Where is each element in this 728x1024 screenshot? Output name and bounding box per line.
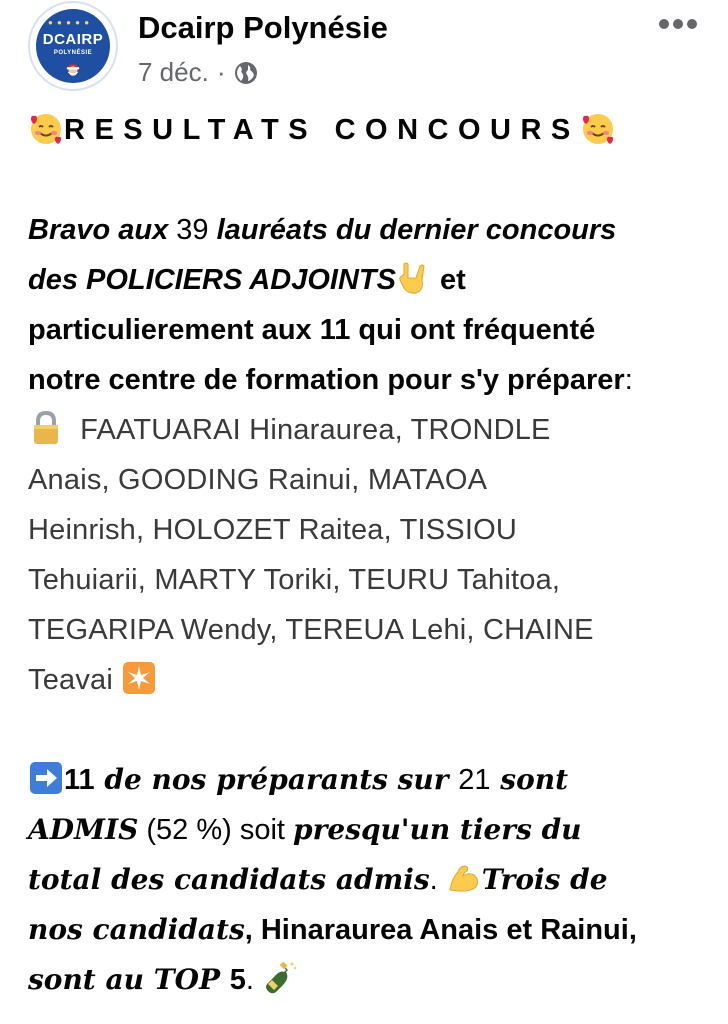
paragraph-line <box>28 205 708 255</box>
title-line <box>28 105 708 155</box>
text-span: 5 <box>229 964 246 996</box>
names-line <box>28 455 708 505</box>
text-span: 39 <box>176 214 209 246</box>
text-span: . <box>245 964 254 996</box>
santa-icon <box>64 60 82 78</box>
text-span: ADMIS <box>28 813 139 846</box>
laureate-names: Heinrish, HOLOZET Raitea, TISSIOU <box>28 514 518 546</box>
text-span: . <box>429 864 446 896</box>
paragraph-line <box>28 905 708 955</box>
smiling-face-hearts-icon <box>580 110 616 146</box>
post-title: RESULTATS CONCOURS <box>64 114 580 146</box>
names-line <box>28 405 708 455</box>
paragraph-line <box>28 355 708 405</box>
text-span: Trois de <box>481 863 608 896</box>
text-span: (52 %) soit <box>138 814 294 846</box>
smiling-face-hearts-icon <box>28 110 64 146</box>
paragraph-line <box>28 305 708 355</box>
love-you-hand-icon <box>396 260 432 296</box>
text-span: notre centre de formation pour s'y préparer <box>28 364 625 396</box>
post-date[interactable]: 7 déc. <box>138 57 209 87</box>
more-dots-icon[interactable] <box>658 18 698 30</box>
names-line <box>28 655 708 705</box>
laureate-names: Tehuiarii, MARTY Toriki, TEURU Tahitoa, <box>28 564 561 596</box>
text-span: : <box>624 364 633 396</box>
names-line <box>28 555 708 605</box>
text-span: et <box>431 264 466 296</box>
text-span: Bravo aux <box>28 214 177 246</box>
paragraph-line <box>28 855 708 905</box>
text-span: des POLICIERS ADJOINTS <box>28 264 396 296</box>
text-span: 11 <box>64 764 95 796</box>
text-span: particulierement aux 11 qui ont fréquenté <box>28 314 596 346</box>
page-avatar[interactable] <box>28 1 118 91</box>
post-meta <box>138 57 258 88</box>
right-arrow-icon <box>28 760 64 796</box>
christmas-lights-icon: ● ● ● ● ● <box>48 18 91 27</box>
laureate-names: FAATUARAI Hinaraurea, TRONDLE <box>80 414 551 446</box>
text-span: sont <box>490 763 569 796</box>
paragraph-line <box>28 805 708 855</box>
sparkle-icon <box>121 660 157 696</box>
meta-separator: · <box>216 57 226 87</box>
page-name-link[interactable]: Dcairp Polynésie <box>138 10 388 45</box>
paragraph-line <box>28 955 708 1005</box>
laureate-names: TEGARIPA Wendy, TEREUA Lehi, CHAINE <box>28 614 594 646</box>
logo-subtext: POLYNÉSIE <box>53 50 93 56</box>
laureate-names: Anais, GOODING Rainui, MATAOA <box>28 464 488 496</box>
post-header <box>0 0 728 100</box>
logo-text: DCAIRP <box>42 31 104 48</box>
text-span: de nos préparants sur <box>94 763 459 796</box>
post-body <box>28 105 708 1005</box>
text-span: lauréats du dernier concours <box>208 214 617 246</box>
champagne-bottle-icon <box>262 960 298 996</box>
laureate-names: Teavai <box>28 664 114 696</box>
names-line <box>28 505 708 555</box>
text-span: total des candidats admis <box>28 863 430 896</box>
globe-icon[interactable] <box>234 61 258 85</box>
paragraph-line <box>28 255 708 305</box>
text-span: presqu'un tiers du <box>293 813 582 846</box>
text-span: sont au TOP <box>28 963 230 996</box>
santa-logo-icon <box>36 9 110 83</box>
lock-icon <box>28 410 64 446</box>
paragraph-line <box>28 755 708 805</box>
text-span: , Hinaraurea Anais et Rainui, <box>244 914 637 946</box>
flexed-biceps-icon <box>446 860 482 896</box>
text-span: 21 <box>458 764 491 796</box>
text-span: nos candidats <box>28 913 245 946</box>
names-line <box>28 605 708 655</box>
